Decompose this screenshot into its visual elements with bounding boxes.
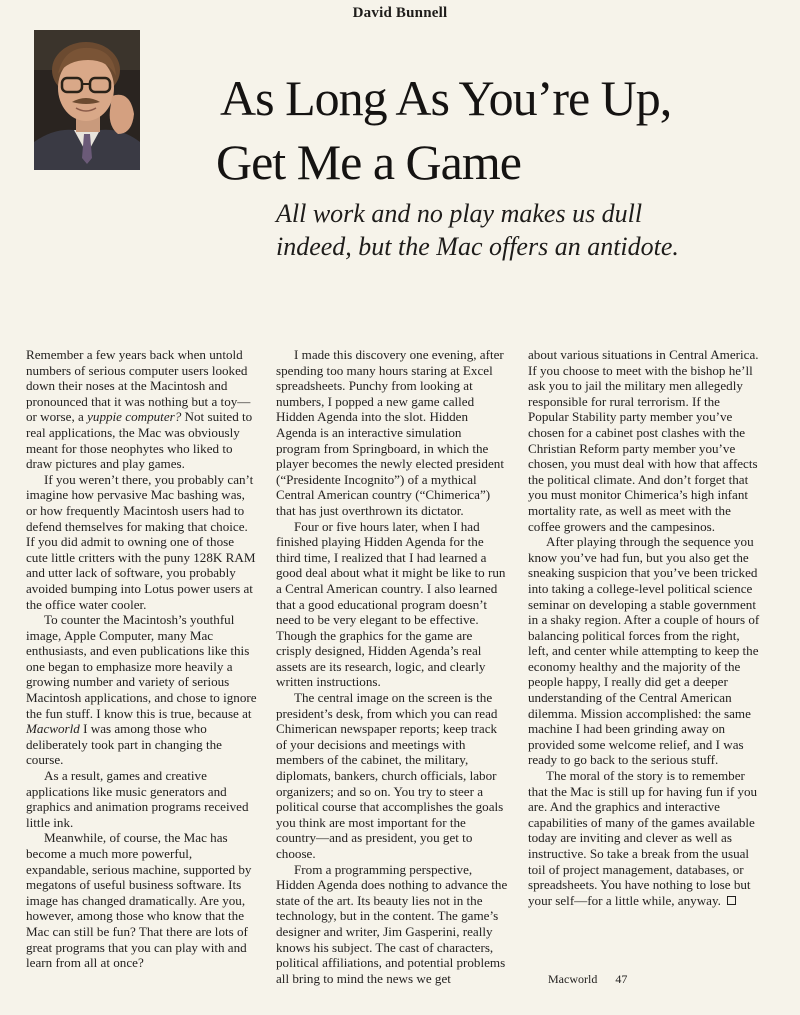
end-mark-icon — [727, 896, 736, 905]
body-column-3 — [528, 347, 760, 908]
paragraph: I made this discovery one evening, after spending too many hours staring at Excel spreadsheets. Punchy from looking at numbers, I popped a new game called Hidden Agenda into the slot. Hidden Agenda is an interactive simulation program from Springboard, in which the player becomes the newly elected president (“Presidente Incognito”) of a mythical Central American country (“Chimerica”) that has just overthrown its dictator. — [276, 347, 504, 518]
paragraph: To counter the Macintosh’s youthful image, Apple Computer, many Mac enthusiasts, and even publications like this one began to emphasize more heavily a growing number and variety of serious Macintosh applications, and chose to ignore the fun stuff. I know this is true, because at Macworld I was among those who deliberately took part in changing the course. — [26, 612, 257, 768]
paragraph: Remember a few years back when untold numbers of serious computer users looked down their noses at the Macintosh and pronounced that it was nothing but a toy—or worse, a yuppie computer? Not suited to real applications, the Mac was obviously meant for those neophytes who liked to draw pictures and play games. — [26, 347, 253, 472]
headline-line-2: Get Me a Game — [216, 134, 521, 190]
page-number: 47 — [615, 972, 628, 986]
magazine-name: Macworld — [548, 972, 598, 986]
headline-line-1: As Long As You’re Up, — [220, 70, 672, 126]
paragraph: about various situations in Central America. If you choose to meet with the bishop he’ll ask you to jail the military men allegedly responsible for rural terrorism. If the Popular Stability party member you’ve chosen for a cabinet post clashes with the Christian Reform party member you’ve chosen, you must deal with how that affects the political climate. And don’t forget that you must monitor Chimerica’s high infant mortality rate, as well as meet with the coffee growers and the campesinos. — [528, 347, 759, 534]
author-photo — [34, 30, 140, 170]
body-column-2 — [276, 347, 508, 986]
author-byline: David Bunnell — [352, 5, 448, 21]
paragraph: The central image on the screen is the president’s desk, from which you can read Chimerican newspaper reports; keep track of your decisions and meetings with members of the cabinet, the military, diplomats, bankers, church officials, labor organizers; and so on. You try to steer a political course that accomplishes the goals you think are most important for the country—and as president, you get to choose. — [276, 690, 504, 861]
body-column-1 — [26, 347, 258, 971]
page-footer — [548, 972, 627, 987]
paragraph: Meanwhile, of course, the Mac has become a much more powerful, expandable, serious machine, supported by megatons of useful business software. Its image has changed dramatically. Are you, however, among those who know that the Mac can still be fun? That there are lots of great programs that you can play with and learn from all at once? — [26, 830, 252, 971]
paragraph: From a programming perspective, Hidden Agenda does nothing to advance the state of the art. Its beauty lies not in the technology, but in the content. The game’s designer and writer, Jim Gasperini, really knows his subject. The cast of characters, political affiliations, and potential problems all bring to mind the news we get — [276, 861, 508, 986]
deck-line-1: All work and no play makes us dull — [276, 199, 643, 228]
article-headline — [200, 66, 780, 194]
paragraph: If you weren’t there, you probably can’t imagine how pervasive Mac bashing was, or how frequently Macintosh users had to defend themselves for making that choice. If you did admit to owning one of those cute little critters with the puny 128K RAM and utter lack of software, you probably avoided bumping into Lotus power users at the office water cooler. — [26, 471, 256, 612]
author-portrait-image — [34, 30, 140, 170]
deck-line-2: indeed, but the Mac offers an antidote. — [276, 232, 679, 261]
article-deck — [276, 197, 776, 263]
paragraph: As a result, games and creative applications like music generators and graphics and animation programs received little ink. — [26, 768, 249, 830]
paragraph: The moral of the story is to remember that the Mac is still up for having fun if you are. And the graphics and interactive capabilities of many of the games available today are inviting and clever as well as instructive. So take a break from the usual toil of project management, databases, or spreadsheets. You have nothing to lose but your self—for a little while, anyway. — [528, 768, 758, 908]
paragraph: After playing through the sequence you know you’ve had fun, but you also get the sneaking suspicion that you’ve been tricked into taking a college-level political science seminar on developing a stable government in a shaky region. After a couple of hours of balancing political forces from the right, left, and center while attempting to keep the economy healthy and the majority of the people happy, I really did get a deeper understanding of the Central American dilemma. Mission accomplished: the same machine I had been grinding away on provided some welcome relief, and I was ready to go back to the serious stuff. — [528, 534, 760, 768]
paragraph: Four or five hours later, when I had finished playing Hidden Agenda for the third time, I realized that I had learned a good deal about what it might be like to run a Central American country. I also learned that a good educational program doesn’t need to be very elegant to be effective. Though the graphics for the game are crisply designed, Hidden Agenda’s real assets are its research, logic, and clearly written instructions. — [276, 518, 506, 690]
